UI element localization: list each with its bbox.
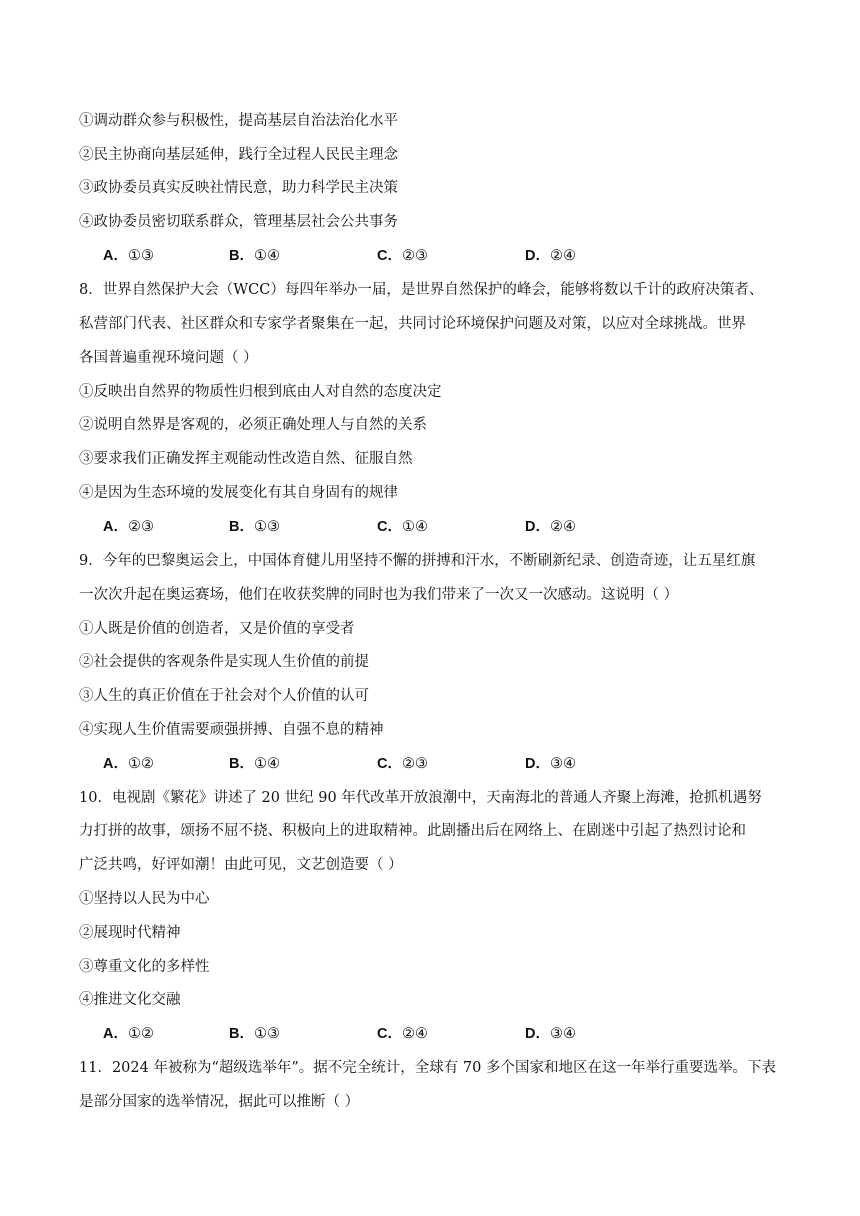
q9-option-a xyxy=(103,754,154,774)
option-text: ②④ xyxy=(549,248,576,264)
q10-option-a xyxy=(103,1024,154,1044)
q9-statement-1: ①人既是价值的创造者，又是价值的享受者 xyxy=(79,621,355,637)
option-text: ③④ xyxy=(549,1026,576,1042)
q7-statement-2: ②民主协商向基层延伸，践行全过程人民民主理念 xyxy=(79,147,398,163)
q8-statement-3: ③要求我们正确发挥主观能动性改造自然、征服自然 xyxy=(79,451,413,467)
q9-statement-2: ②社会提供的客观条件是实现人生价值的前提 xyxy=(79,654,369,670)
q8-options xyxy=(103,517,703,537)
option-letter: B． xyxy=(229,519,254,535)
option-letter: D． xyxy=(525,519,550,535)
option-letter: A． xyxy=(103,519,128,535)
option-text: ①④ xyxy=(253,248,280,264)
q11-stem-line-1: 11．2024 年被称为“超级选举年”。据不完全统计，全球有 70 多个国家和地区在这一年举行重要选举。下表 xyxy=(79,1060,776,1076)
option-letter: C． xyxy=(377,248,402,264)
q8-stem-line-3: 各国普遍重视环境问题（ ） xyxy=(79,350,258,366)
q7-option-b xyxy=(229,246,280,266)
q7-statement-1: ①调动群众参与积极性，提高基层自治法治化水平 xyxy=(79,113,398,129)
option-text: ①③ xyxy=(253,1026,280,1042)
option-text: ②③ xyxy=(401,756,428,772)
q10-option-d xyxy=(525,1024,576,1044)
q8-statement-4: ④是因为生态环境的发展变化有其自身固有的规律 xyxy=(79,485,398,501)
option-letter: C． xyxy=(377,1026,402,1042)
q8-statement-2: ②说明自然界是客观的，必须正确处理人与自然的关系 xyxy=(79,417,427,433)
option-letter: B． xyxy=(229,1026,254,1042)
option-text: ①② xyxy=(127,1026,154,1042)
option-text: ①② xyxy=(127,756,154,772)
q9-option-d xyxy=(525,754,576,774)
q7-option-c xyxy=(377,246,428,266)
option-letter: A． xyxy=(103,1026,128,1042)
option-text: ①③ xyxy=(253,519,280,535)
q8-stem-line-1: 8．世界自然保护大会（WCC）每四年举办一届，是世界自然保护的峰会，能够将数以千计的政府决策者、 xyxy=(79,282,764,298)
option-text: ①④ xyxy=(253,756,280,772)
q7-option-a xyxy=(103,246,154,266)
q10-stem-line-3: 广泛共鸣，好评如潮！由此可见，文艺创造要（ ） xyxy=(79,857,403,873)
q10-option-c xyxy=(377,1024,428,1044)
option-letter: A． xyxy=(103,756,128,772)
q10-statement-4: ④推进文化交融 xyxy=(79,992,181,1008)
q10-statement-1: ①坚持以人民为中心 xyxy=(79,891,210,907)
q8-option-a xyxy=(103,517,154,537)
q10-stem-line-2: 力打拼的故事，颂扬不屈不挠、积极向上的进取精神。此剧播出后在网络上、在剧迷中引起了热烈讨论和 xyxy=(79,823,746,839)
q7-statement-3: ③政协委员真实反映社情民意，助力科学民主决策 xyxy=(79,180,398,196)
option-text: ②③ xyxy=(401,248,428,264)
option-letter: B． xyxy=(229,756,254,772)
option-text: ②④ xyxy=(549,519,576,535)
q9-stem-line-1: 9．今年的巴黎奥运会上，中国体育健儿用坚持不懈的拼搏和汗水，不断刷新纪录、创造奇迹，让五星红旗 xyxy=(79,553,756,569)
option-letter: D． xyxy=(525,756,550,772)
q9-statement-4: ④实现人生价值需要顽强拼搏、自强不息的精神 xyxy=(79,722,384,738)
option-text: ②③ xyxy=(127,519,154,535)
q9-stem-line-2: 一次次升起在奥运赛场，他们在收获奖牌的同时也为我们带来了一次又一次感动。这说明（ ） xyxy=(79,587,679,603)
q9-option-b xyxy=(229,754,280,774)
q8-option-c xyxy=(377,517,428,537)
q10-options xyxy=(103,1024,703,1044)
q7-statement-4: ④政协委员密切联系群众，管理基层社会公共事务 xyxy=(79,214,398,230)
option-letter: C． xyxy=(377,756,402,772)
option-letter: B． xyxy=(229,248,254,264)
q8-statement-1: ①反映出自然界的物质性归根到底由人对自然的态度决定 xyxy=(79,384,442,400)
q8-option-b xyxy=(229,517,280,537)
option-text: ③④ xyxy=(549,756,576,772)
q10-statement-3: ③尊重文化的多样性 xyxy=(79,959,210,975)
option-letter: D． xyxy=(525,248,550,264)
q9-statement-3: ③人生的真正价值在于社会对个人价值的认可 xyxy=(79,688,369,704)
option-letter: C． xyxy=(377,519,402,535)
option-letter: D． xyxy=(525,1026,550,1042)
q10-statement-2: ②展现时代精神 xyxy=(79,925,181,941)
q8-stem-line-2: 私营部门代表、社区群众和专家学者聚集在一起，共同讨论环境保护问题及对策，以应对全球挑战。世界 xyxy=(79,316,746,332)
option-text: ①④ xyxy=(401,519,428,535)
option-text: ①③ xyxy=(127,248,154,264)
q9-option-c xyxy=(377,754,428,774)
q10-stem-line-1: 10．电视剧《繁花》讲述了 20 世纪 90 年代改革开放浪潮中，天南海北的普通人齐聚上海滩，抢抓机遇努 xyxy=(79,790,762,806)
q11-stem-line-2: 是部分国家的选举情况，据此可以推断（ ） xyxy=(79,1094,360,1110)
q7-option-d xyxy=(525,246,576,266)
q8-option-d xyxy=(525,517,576,537)
q7-options xyxy=(103,246,703,266)
q10-option-b xyxy=(229,1024,280,1044)
option-text: ②④ xyxy=(401,1026,428,1042)
option-letter: A． xyxy=(103,248,128,264)
q9-options xyxy=(103,754,703,774)
